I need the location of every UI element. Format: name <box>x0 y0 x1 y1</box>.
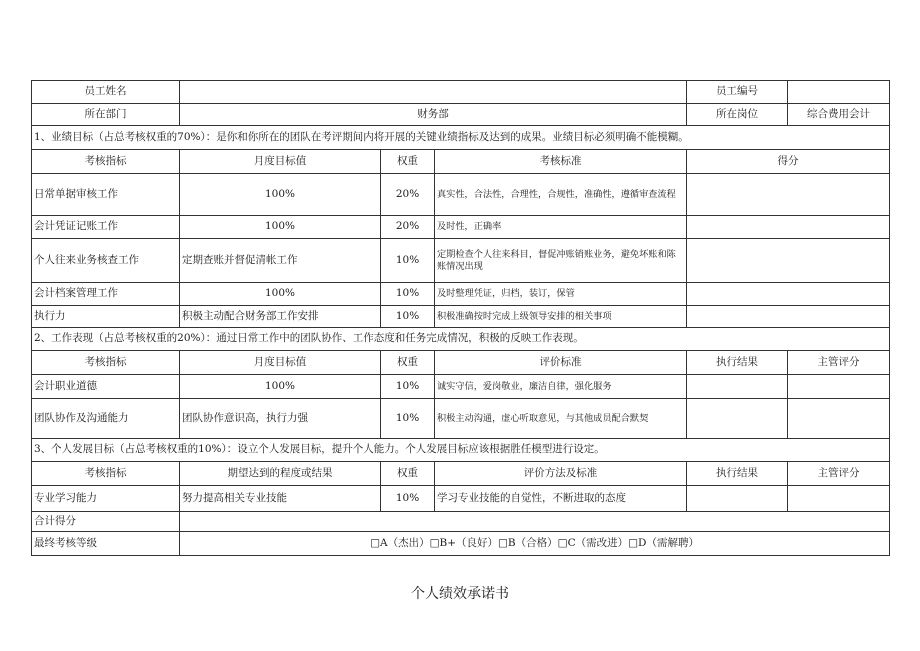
employee-name-value[interactable] <box>180 81 687 104</box>
s3-row1-indicator: 专业学习能力 <box>32 486 180 512</box>
section2-heading: 2、工作表现（占总考核权重的20%）：通过日常工作中的团队协作、工作态度和任务完成情况，积极的反映工作表现。 <box>32 328 890 351</box>
final-grade-options[interactable]: □A（杰出）□B+（良好）□B（合格）□C（需改进）□D（需解聘） <box>180 532 890 556</box>
section3-heading: 3、个人发展目标（占总考核权重的10%）：设立个人发展目标，提升个人能力。个人发展目标应该根据胜任模型进行设定。 <box>32 439 890 462</box>
s1-row4-weight: 10% <box>381 283 435 306</box>
section1-heading: 1、业绩目标（占总考核权重的70%）：是你和你所在的团队在考评期间内将开展的关键业绩指标及达到的成果。业绩目标必须明确不能模糊。 <box>32 126 890 150</box>
s2-row2-weight: 10% <box>381 399 435 439</box>
department-label: 所在部门 <box>32 104 180 126</box>
final-grade-label: 最终考核等级 <box>32 532 180 556</box>
s2-header-weight: 权重 <box>381 351 435 375</box>
table-row <box>32 306 890 328</box>
table-row <box>32 375 890 399</box>
s3-header-standard: 评价方法及标准 <box>435 462 687 486</box>
s2-header-rating: 主管评分 <box>788 351 890 375</box>
s2-header-target: 月度目标值 <box>180 351 381 375</box>
position-value: 综合费用会计 <box>788 104 890 126</box>
s1-row3-standard: 定期检查个人往来科目，督促冲账销账业务，避免坏账和陈账情况出现 <box>435 239 687 283</box>
s2-row2-target: 团队协作意识高，执行力强 <box>180 399 381 439</box>
s2-row2-indicator: 团队协作及沟通能力 <box>32 399 180 439</box>
s3-row1-result[interactable] <box>687 486 788 512</box>
table-row <box>32 216 890 239</box>
s3-header-result: 执行结果 <box>687 462 788 486</box>
table-row <box>32 399 890 439</box>
table-row <box>32 486 890 512</box>
employee-id-label: 员工编号 <box>687 81 788 104</box>
table-row <box>32 174 890 216</box>
department-value: 财务部 <box>180 104 687 126</box>
employee-name-label: 员工姓名 <box>32 81 180 104</box>
table-row <box>32 239 890 283</box>
s1-row4-indicator: 会计档案管理工作 <box>32 283 180 306</box>
s1-row3-weight: 10% <box>381 239 435 283</box>
section3-heading-row <box>32 439 890 462</box>
s3-row1-standard: 学习专业技能的自觉性，不断进取的态度 <box>435 486 687 512</box>
s1-header-target: 月度目标值 <box>180 150 381 174</box>
table-row <box>32 283 890 306</box>
s2-header-result: 执行结果 <box>687 351 788 375</box>
s1-row2-score[interactable] <box>687 216 890 239</box>
s1-header-indicator: 考核指标 <box>32 150 180 174</box>
s3-row1-rating[interactable] <box>788 486 890 512</box>
s3-header-weight: 权重 <box>381 462 435 486</box>
s1-row3-indicator: 个人往来业务核查工作 <box>32 239 180 283</box>
s2-row1-indicator: 会计职业道德 <box>32 375 180 399</box>
s1-row1-score[interactable] <box>687 174 890 216</box>
employee-id-value[interactable] <box>788 81 890 104</box>
s1-row5-standard: 积极准确按时完成上级领导安排的相关事项 <box>435 306 687 328</box>
s1-row1-indicator: 日常单据审核工作 <box>32 174 180 216</box>
section1-heading-row <box>32 126 890 150</box>
s3-row1-weight: 10% <box>381 486 435 512</box>
s1-row1-standard: 真实性，合法性，合理性，合规性，准确性，遵循审查流程 <box>435 174 687 216</box>
s1-row1-weight: 20% <box>381 174 435 216</box>
s1-row2-weight: 20% <box>381 216 435 239</box>
s1-row5-score[interactable] <box>687 306 890 328</box>
s1-row2-indicator: 会计凭证记账工作 <box>32 216 180 239</box>
s1-row2-standard: 及时性，正确率 <box>435 216 687 239</box>
s1-row5-weight: 10% <box>381 306 435 328</box>
s3-header-indicator: 考核指标 <box>32 462 180 486</box>
s1-row4-standard: 及时整理凭证，归档，装订，保管 <box>435 283 687 306</box>
s1-row2-target: 100% <box>180 216 381 239</box>
s1-row5-target: 积极主动配合财务部工作安排 <box>180 306 381 328</box>
section2-heading-row <box>32 328 890 351</box>
s2-header-standard: 评价标准 <box>435 351 687 375</box>
s2-row2-standard: 积极主动沟通，虚心听取意见，与其他成员配合默契 <box>435 399 687 439</box>
s2-row2-rating[interactable] <box>788 399 890 439</box>
s1-row4-score[interactable] <box>687 283 890 306</box>
s1-header-standard: 考核标准 <box>435 150 687 174</box>
final-grade-row <box>32 532 890 556</box>
position-label: 所在岗位 <box>687 104 788 126</box>
total-score-label: 合计得分 <box>32 512 180 532</box>
s1-row3-score[interactable] <box>687 239 890 283</box>
s1-header-weight: 权重 <box>381 150 435 174</box>
s1-header-score: 得分 <box>687 150 890 174</box>
s3-header-target: 期望达到的程度或结果 <box>180 462 381 486</box>
section2-header-row <box>32 351 890 375</box>
s2-row2-result[interactable] <box>687 399 788 439</box>
s3-header-rating: 主管评分 <box>788 462 890 486</box>
s2-header-indicator: 考核指标 <box>32 351 180 375</box>
info-row-1 <box>32 81 890 104</box>
s1-row5-indicator: 执行力 <box>32 306 180 328</box>
performance-review-table <box>31 80 890 556</box>
s2-row1-standard: 诚实守信，爱岗敬业，廉洁自律，强化服务 <box>435 375 687 399</box>
s1-row1-target: 100% <box>180 174 381 216</box>
s1-row4-target: 100% <box>180 283 381 306</box>
document-title: 个人绩效承诺书 <box>411 586 509 602</box>
section1-header-row <box>32 150 890 174</box>
s2-row1-target: 100% <box>180 375 381 399</box>
total-score-value[interactable] <box>180 512 890 532</box>
info-row-2 <box>32 104 890 126</box>
s1-row3-target: 定期查账并督促清帐工作 <box>180 239 381 283</box>
s2-row1-weight: 10% <box>381 375 435 399</box>
s2-row1-rating[interactable] <box>788 375 890 399</box>
section3-header-row <box>32 462 890 486</box>
total-score-row <box>32 512 890 532</box>
s2-row1-result[interactable] <box>687 375 788 399</box>
s3-row1-target: 努力提高相关专业技能 <box>180 486 381 512</box>
